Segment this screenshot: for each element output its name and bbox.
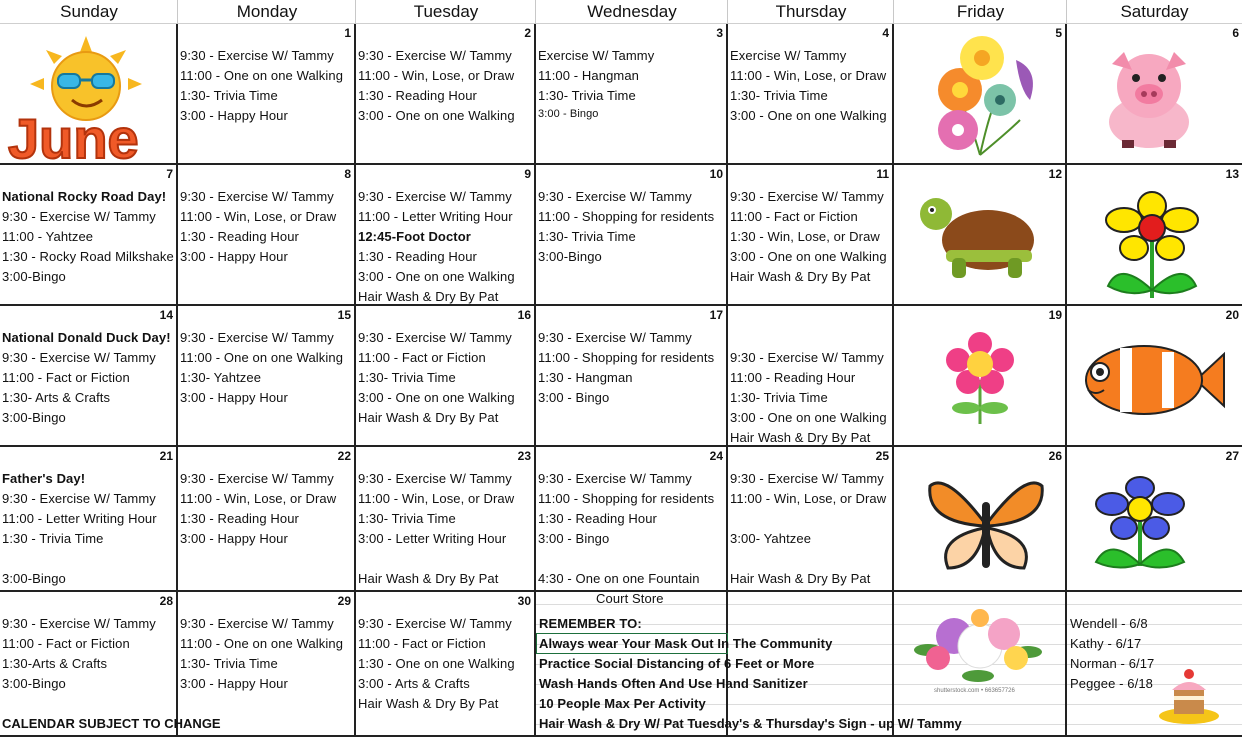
day-number: 27 bbox=[1225, 449, 1239, 463]
activity-line: Hair Wash & Dry By Pat bbox=[358, 410, 499, 425]
day-cell[interactable] bbox=[536, 24, 728, 165]
remember-item: Always wear Your Mask Out In The Community bbox=[539, 636, 833, 651]
day-cell[interactable] bbox=[0, 447, 178, 592]
activity-line: 1:30 - Win, Lose, or Draw bbox=[730, 229, 880, 244]
activity-line: 3:00 - Happy Hour bbox=[180, 249, 288, 264]
header-divider bbox=[893, 0, 894, 24]
activity-line: Hair Wash & Dry By Pat bbox=[730, 430, 871, 445]
remember-item: Wash Hands Often And Use Hand Sanitizer bbox=[539, 676, 808, 691]
activity-line: Hair Wash & Dry By Pat bbox=[730, 269, 871, 284]
activity-line: 11:00 - Letter Writing Hour bbox=[358, 209, 513, 224]
day-cell[interactable] bbox=[178, 306, 356, 447]
day-cell[interactable] bbox=[356, 592, 536, 737]
activity-line: 1:30 - Hangman bbox=[538, 370, 633, 385]
clownfish-illustration bbox=[1078, 334, 1226, 426]
header-divider bbox=[177, 0, 178, 24]
activity-line: 3:00 - Happy Hour bbox=[180, 390, 288, 405]
day-number: 24 bbox=[709, 449, 723, 463]
activity-line: 1:30 - Reading Hour bbox=[358, 88, 477, 103]
activity-line: 1:30- Trivia Time bbox=[180, 88, 278, 103]
birthday-entry: Peggee - 6/18 bbox=[1070, 676, 1153, 691]
activity-line: 4:30 - One on one Fountain bbox=[538, 571, 700, 586]
june-sun-illustration bbox=[6, 34, 172, 162]
birthday-entry: Kathy - 6/17 bbox=[1070, 636, 1142, 651]
activity-line: 1:30- Trivia Time bbox=[730, 88, 828, 103]
activity-line: Hair Wash & Dry By Pat bbox=[358, 289, 499, 304]
bouquet-illustration bbox=[908, 606, 1048, 690]
day-cell[interactable] bbox=[536, 447, 728, 606]
activity-line: 11:00 - Reading Hour bbox=[730, 370, 856, 385]
day-number: 9 bbox=[524, 167, 531, 181]
activity-line: Exercise W/ Tammy bbox=[730, 48, 847, 63]
activity-line: 11:00 - Letter Writing Hour bbox=[2, 511, 157, 526]
day-number: 7 bbox=[166, 167, 173, 181]
activity-line: Hair Wash & Dry By Pat bbox=[358, 571, 499, 586]
day-cell[interactable] bbox=[0, 165, 178, 306]
activity-line: 9:30 - Exercise W/ Tammy bbox=[538, 471, 692, 486]
activity-line: 11:00 - Shopping for residents bbox=[538, 491, 715, 506]
activity-line: 11:00 - Fact or Fiction bbox=[358, 350, 486, 365]
day-cell[interactable] bbox=[536, 165, 728, 306]
header-divider bbox=[355, 0, 356, 24]
header-monday: Monday bbox=[178, 0, 356, 24]
activity-line: 9:30 - Exercise W/ Tammy bbox=[358, 616, 512, 631]
pink-flower-illustration bbox=[942, 330, 1018, 426]
activity-line: 11:00 - Hangman bbox=[538, 68, 639, 83]
calendar-disclaimer: CALENDAR SUBJECT TO CHANGE bbox=[2, 716, 221, 731]
activity-line: 9:30 - Exercise W/ Tammy bbox=[2, 491, 156, 506]
activity-line: 1:30 - Reading Hour bbox=[538, 511, 657, 526]
activity-line: 3:00 - One on one Walking bbox=[358, 108, 515, 123]
activity-line: 11:00 - Yahtzee bbox=[2, 229, 94, 244]
activity-line: 11:00 - Win, Lose, or Draw bbox=[730, 68, 887, 83]
day-cell[interactable] bbox=[728, 306, 894, 447]
header-thursday: Thursday bbox=[728, 0, 894, 24]
day-number: 22 bbox=[337, 449, 351, 463]
activity-line: 9:30 - Exercise W/ Tammy bbox=[180, 330, 334, 345]
day-cell[interactable] bbox=[178, 24, 356, 165]
activity-line: 3:00-Bingo bbox=[2, 269, 66, 284]
day-cell[interactable] bbox=[728, 24, 894, 165]
activity-line: 11:00 - Fact or Fiction bbox=[730, 209, 858, 224]
activity-line: 9:30 - Exercise W/ Tammy bbox=[358, 48, 512, 63]
activity-line: 9:30 - Exercise W/ Tammy bbox=[180, 616, 334, 631]
day-number: 17 bbox=[709, 308, 723, 322]
activity-line: 3:00-Bingo bbox=[2, 676, 66, 691]
remember-title: REMEMBER TO: bbox=[539, 616, 642, 631]
june-art-text: June bbox=[8, 107, 139, 162]
activity-line: 3:00- Yahtzee bbox=[730, 531, 812, 546]
pig-illustration bbox=[1082, 44, 1216, 152]
day-cell[interactable] bbox=[728, 447, 894, 592]
activity-line: 11:00 - Win, Lose, or Draw bbox=[180, 491, 337, 506]
activity-line: 1:30 - One on one Walking bbox=[358, 656, 515, 671]
activity-line: 9:30 - Exercise W/ Tammy bbox=[538, 330, 692, 345]
activity-line: 9:30 - Exercise W/ Tammy bbox=[2, 350, 156, 365]
activity-line: 9:30 - Exercise W/ Tammy bbox=[730, 350, 884, 365]
header-divider bbox=[535, 0, 536, 24]
activity-line: 1:30- Trivia Time bbox=[538, 229, 636, 244]
activity-line: 1:30- Arts & Crafts bbox=[2, 390, 111, 405]
birthday-entry: Wendell - 6/8 bbox=[1070, 616, 1148, 631]
activity-line: Hair Wash & Dry By Pat bbox=[358, 696, 499, 711]
activity-line: 11:00 - Win, Lose, or Draw bbox=[180, 209, 337, 224]
day-number: 5 bbox=[1055, 26, 1062, 40]
day-number: 19 bbox=[1048, 308, 1062, 322]
day-number: 3 bbox=[716, 26, 723, 40]
activity-line: 3:00 - Bingo bbox=[538, 108, 599, 120]
day-cell[interactable] bbox=[728, 165, 894, 306]
remember-item: 10 People Max Per Activity bbox=[539, 696, 706, 711]
day-number: 8 bbox=[344, 167, 351, 181]
activity-line: Court Store bbox=[596, 591, 664, 606]
day-number: 28 bbox=[159, 594, 173, 608]
activity-line: 1:30 - Trivia Time bbox=[2, 531, 104, 546]
day-cell[interactable] bbox=[178, 447, 356, 592]
activity-line: 9:30 - Exercise W/ Tammy bbox=[358, 471, 512, 486]
activity-line: 3:00 - Bingo bbox=[538, 390, 610, 405]
activity-line: 3:00 - One on one Walking bbox=[730, 410, 887, 425]
activity-line: 3:00 - One on one Walking bbox=[358, 390, 515, 405]
activity-line: 1:30- Trivia Time bbox=[180, 656, 278, 671]
activity-line: 9:30 - Exercise W/ Tammy bbox=[538, 189, 692, 204]
day-cell[interactable] bbox=[356, 24, 536, 165]
activity-line: 9:30 - Exercise W/ Tammy bbox=[180, 48, 334, 63]
activity-line: 3:00-Bingo bbox=[2, 571, 66, 586]
hair-wash-note: Hair Wash & Dry W/ Pat Tuesday's & Thursday's Sign - up W/ Tammy bbox=[539, 716, 962, 731]
activity-line: 3:00-Bingo bbox=[538, 249, 602, 264]
day-number: 21 bbox=[159, 449, 173, 463]
activity-line: 9:30 - Exercise W/ Tammy bbox=[358, 330, 512, 345]
activity-line: 11:00 - Fact or Fiction bbox=[2, 370, 130, 385]
activity-line: 9:30 - Exercise W/ Tammy bbox=[358, 189, 512, 204]
header-divider bbox=[1066, 0, 1067, 24]
activity-line: Hair Wash & Dry By Pat bbox=[730, 571, 871, 586]
activity-line: 3:00 - One on one Walking bbox=[730, 249, 887, 264]
day-cell[interactable] bbox=[536, 306, 728, 447]
image-credit: shutterstock.com • 663657726 bbox=[934, 688, 1015, 694]
header-saturday: Saturday bbox=[1067, 0, 1242, 24]
activity-line: 9:30 - Exercise W/ Tammy bbox=[2, 616, 156, 631]
activity-line: National Rocky Road Day! bbox=[2, 189, 167, 204]
activity-line: 1:30- Trivia Time bbox=[358, 511, 456, 526]
day-number: 12 bbox=[1048, 167, 1062, 181]
activity-line: Exercise W/ Tammy bbox=[538, 48, 655, 63]
day-number: 10 bbox=[709, 167, 723, 181]
activity-line: 12:45-Foot Doctor bbox=[358, 229, 471, 244]
day-number: 11 bbox=[876, 167, 889, 181]
activity-line: 11:00 - Win, Lose, or Draw bbox=[358, 491, 515, 506]
flower-bouquet-illustration bbox=[920, 30, 1044, 160]
activity-line: 1:30-Arts & Crafts bbox=[2, 656, 108, 671]
activity-line: 11:00 - Win, Lose, or Draw bbox=[358, 68, 515, 83]
header-tuesday: Tuesday bbox=[356, 0, 536, 24]
activity-line: 9:30 - Exercise W/ Tammy bbox=[730, 189, 884, 204]
day-number: 23 bbox=[517, 449, 531, 463]
activity-line: 3:00 - Happy Hour bbox=[180, 676, 288, 691]
activity-line: 1:30 - Reading Hour bbox=[180, 229, 299, 244]
activity-line: 11:00 - One on one Walking bbox=[180, 636, 344, 651]
day-cell[interactable] bbox=[178, 165, 356, 306]
activity-line: 11:00 - Win, Lose, or Draw bbox=[730, 491, 887, 506]
birthday-entry: Norman - 6/17 bbox=[1070, 656, 1155, 671]
day-number: 4 bbox=[882, 26, 889, 40]
day-number: 14 bbox=[159, 308, 173, 322]
butterfly-illustration bbox=[926, 472, 1046, 576]
activity-line: 11:00 - Shopping for residents bbox=[538, 209, 715, 224]
header-sunday: Sunday bbox=[0, 0, 178, 24]
activity-line: 11:00 - One on one Walking bbox=[180, 68, 344, 83]
activity-line: 9:30 - Exercise W/ Tammy bbox=[2, 209, 156, 224]
activity-line: 3:00 - Bingo bbox=[538, 531, 610, 546]
activity-line: 11:00 - One on one Walking bbox=[180, 350, 344, 365]
activity-line: Father's Day! bbox=[2, 471, 86, 486]
remember-item: Practice Social Distancing of 6 Feet or More bbox=[539, 656, 815, 671]
header-divider bbox=[727, 0, 728, 24]
day-number: 16 bbox=[517, 308, 531, 322]
activity-line: National Donald Duck Day! bbox=[2, 330, 171, 345]
day-number: 25 bbox=[875, 449, 889, 463]
activity-line: 3:00 - Happy Hour bbox=[180, 108, 288, 123]
activity-line: 1:30 - Reading Hour bbox=[180, 511, 299, 526]
day-cell[interactable] bbox=[0, 306, 178, 447]
activity-line: 1:30- Trivia Time bbox=[538, 88, 636, 103]
day-number: 26 bbox=[1048, 449, 1062, 463]
day-cell[interactable] bbox=[356, 447, 536, 592]
day-number: 29 bbox=[337, 594, 351, 608]
day-number: 2 bbox=[524, 26, 531, 40]
header-friday: Friday bbox=[894, 0, 1067, 24]
activity-line: 1:30- Trivia Time bbox=[730, 390, 828, 405]
activity-line: 3:00 - Happy Hour bbox=[180, 531, 288, 546]
activity-line: 1:30 - Rocky Road Milkshake bbox=[2, 249, 174, 264]
day-number: 1 bbox=[344, 26, 351, 40]
day-number: 15 bbox=[337, 308, 351, 322]
yellow-flower-illustration bbox=[1100, 190, 1204, 300]
day-cell[interactable] bbox=[356, 165, 536, 306]
day-number: 6 bbox=[1232, 26, 1239, 40]
activity-line: 1:30 - Reading Hour bbox=[358, 249, 477, 264]
activity-line: 11:00 - Shopping for residents bbox=[538, 350, 715, 365]
activity-line: 1:30- Trivia Time bbox=[358, 370, 456, 385]
header-wednesday: Wednesday bbox=[536, 0, 728, 24]
activity-line: 11:00 - Fact or Fiction bbox=[358, 636, 486, 651]
activity-line: 9:30 - Exercise W/ Tammy bbox=[180, 471, 334, 486]
birthday-cake-illustration bbox=[1156, 666, 1222, 726]
activity-line: 3:00 - Letter Writing Hour bbox=[358, 531, 507, 546]
turtle-illustration bbox=[916, 186, 1044, 282]
blue-flower-illustration bbox=[1092, 476, 1196, 572]
day-number: 20 bbox=[1225, 308, 1239, 322]
activity-line: 3:00-Bingo bbox=[2, 410, 66, 425]
activity-line: 11:00 - Fact or Fiction bbox=[2, 636, 130, 651]
activity-line: 3:00 - Arts & Crafts bbox=[358, 676, 470, 691]
activity-line: 9:30 - Exercise W/ Tammy bbox=[180, 189, 334, 204]
activity-line: 3:00 - One on one Walking bbox=[730, 108, 887, 123]
day-number: 13 bbox=[1225, 167, 1239, 181]
activity-line: 1:30- Yahtzee bbox=[180, 370, 262, 385]
day-cell[interactable] bbox=[356, 306, 536, 447]
day-number: 30 bbox=[517, 594, 531, 608]
activity-line: 9:30 - Exercise W/ Tammy bbox=[730, 471, 884, 486]
activity-line: 3:00 - One on one Walking bbox=[358, 269, 515, 284]
